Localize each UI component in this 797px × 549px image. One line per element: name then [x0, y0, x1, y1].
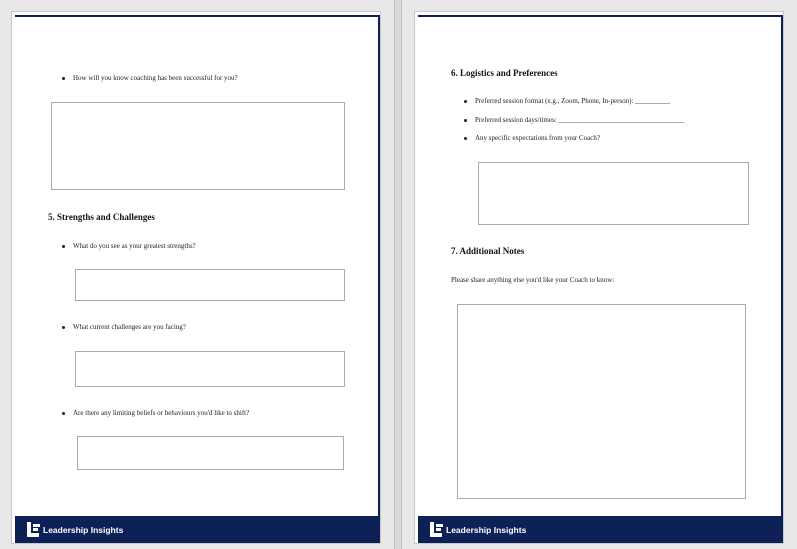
question-days-text: Preferred session days/times: ____________________________________	[475, 116, 685, 124]
question-strengths-text: What do you see as your greatest strengths?	[73, 242, 196, 250]
page-gutter	[394, 0, 402, 549]
question-success	[73, 74, 238, 83]
section-6-heading: 6. Logistics and Preferences	[451, 68, 558, 78]
section-7-heading: 7. Additional Notes	[451, 246, 525, 256]
question-strengths	[73, 242, 196, 251]
brand-name: Leadership Insights	[446, 524, 527, 535]
bullet-dot	[62, 412, 65, 415]
logo-mark-icon	[27, 522, 40, 537]
answer-box-success[interactable]	[51, 102, 345, 190]
question-challenges	[73, 323, 186, 332]
bullet-dot	[62, 326, 65, 329]
answer-box-beliefs[interactable]	[77, 436, 344, 470]
question-success-text: How will you know coaching has been successful for you?	[73, 74, 238, 82]
page-footer	[418, 516, 783, 543]
brand-logo	[430, 522, 526, 537]
bullet-dot	[464, 100, 467, 103]
page-footer	[15, 516, 380, 543]
answer-box-expectations[interactable]	[478, 162, 749, 225]
bullet-dot	[464, 137, 467, 140]
answer-box-notes[interactable]	[457, 304, 746, 499]
notes-prompt: Please share anything else you'd like your Coach to know:	[451, 276, 615, 284]
brand-logo	[27, 522, 123, 537]
question-days	[475, 116, 684, 125]
question-format-text: Preferred session format (e.g., Zoom, Phone, In-person): __________	[475, 97, 671, 105]
document-page-left	[11, 11, 381, 544]
question-expectations-text: Any specific expectations from your Coach?	[475, 134, 600, 142]
section-5-heading: 5. Strengths and Challenges	[48, 212, 155, 222]
question-beliefs-text: Are there any limiting beliefs or behaviours you'd like to shift?	[73, 409, 250, 417]
document-page-right	[414, 11, 784, 544]
brand-name: Leadership Insights	[43, 524, 124, 535]
answer-box-challenges[interactable]	[75, 351, 345, 387]
answer-box-strengths[interactable]	[75, 269, 345, 301]
question-expectations	[475, 134, 600, 143]
logo-mark-icon	[430, 522, 443, 537]
bullet-dot	[464, 119, 467, 122]
question-format	[475, 97, 670, 106]
question-challenges-text: What current challenges are you facing?	[73, 323, 186, 331]
question-beliefs	[73, 409, 249, 418]
bullet-dot	[62, 77, 65, 80]
bullet-dot	[62, 245, 65, 248]
